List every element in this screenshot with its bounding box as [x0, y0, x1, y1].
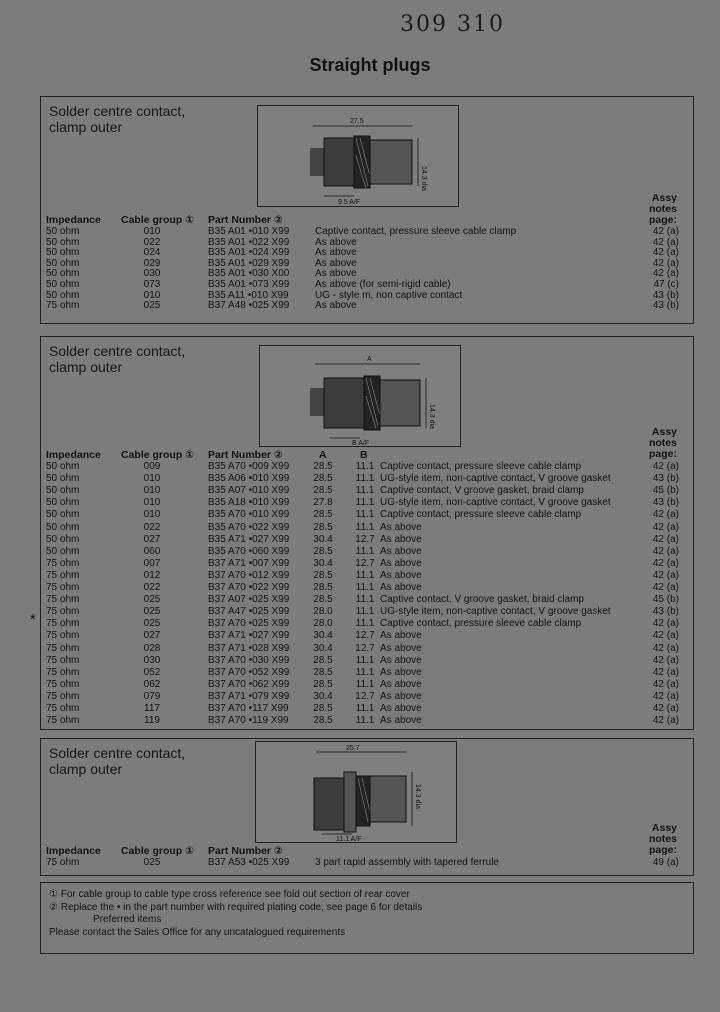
description-cell: As above — [315, 257, 357, 269]
impedance-cell: 75 ohm — [46, 618, 80, 630]
footnote-2: ② Replace the • in the part number with required plating code, see page 6 for details — [49, 902, 423, 913]
a-cell: 28.5 — [313, 509, 333, 521]
impedance-cell: 50 ohm — [46, 533, 80, 545]
dim-af-2: B A/F — [352, 440, 370, 446]
impedance-cell: 50 ohm — [46, 485, 80, 497]
a-cell: 28.5 — [313, 678, 333, 690]
a-cell: 28.5 — [313, 715, 333, 727]
assy-page-cell: 42 (a) — [652, 618, 679, 630]
cable-group-header-1: Cable group ① — [121, 214, 195, 226]
description-cell: UG-style item, non-captive contact, V groove gasket — [380, 606, 611, 618]
cable-group-cell: 025 — [143, 618, 161, 630]
cable-group-cell: 030 — [143, 268, 161, 280]
cable-group-cell: 025 — [143, 300, 161, 312]
part-number-cell: B35 A70 •022 X99 — [208, 521, 290, 533]
description-cell: As above — [380, 678, 422, 690]
cable-group-cell: 022 — [143, 582, 161, 593]
part-number-cell: B35 A70 •009 X99 — [208, 461, 290, 472]
cable-group-cell: 010 — [143, 473, 161, 485]
a-cell: 30.4 — [313, 690, 333, 702]
cable-group-header-2: Cable group ① — [121, 449, 195, 461]
impedance-cell: 75 ohm — [46, 582, 80, 593]
b-cell: 11.1 — [355, 485, 375, 497]
a-cell: 28.5 — [313, 703, 333, 714]
dim-af-1: 9.5 A/F — [338, 199, 361, 206]
cable-group-cell: 029 — [143, 257, 161, 269]
hand-marker: * — [30, 611, 36, 628]
assy-page-cell: 42 (a) — [652, 582, 679, 593]
part-number-cell: B35 A06 •010 X99 — [208, 473, 290, 485]
table-row — [41, 643, 693, 654]
cable-group-cell: 028 — [143, 642, 161, 654]
assy-page-cell: 42 (a) — [652, 509, 679, 521]
description-cell: 3 part rapid assembly with tapered ferrule — [315, 857, 499, 868]
assy-page-cell: 42 (a) — [652, 268, 679, 280]
assy-page-cell: 42 (a) — [652, 545, 679, 557]
footnote-preferred: Preferred items — [93, 914, 162, 925]
dim-length-1: 27.5 — [350, 118, 364, 125]
impedance-cell: 75 ohm — [46, 715, 80, 727]
table-row — [41, 857, 693, 868]
part-number-header-1: Part Number ② — [208, 214, 283, 226]
description-cell: As above (for semi-rigid cable) — [315, 279, 451, 290]
assy-page-cell: 43 (b) — [652, 497, 679, 509]
cable-group-cell: 010 — [143, 497, 161, 509]
cable-group-cell: 022 — [143, 521, 161, 533]
table-row — [41, 679, 693, 690]
table-row — [41, 703, 693, 714]
assy-page-cell: 42 (a) — [652, 569, 679, 581]
description-cell: As above — [380, 630, 422, 642]
dim-af-3: 11.1 A/F — [336, 836, 362, 842]
cable-group-cell: 025 — [143, 606, 161, 618]
impedance-header-3: Impedance — [46, 845, 101, 857]
description-cell: UG-style item, non-captive contact, V groove gasket — [380, 473, 611, 485]
plug-drawing-2 — [259, 345, 461, 447]
impedance-cell: 75 ohm — [46, 654, 80, 666]
impedance-cell: 50 ohm — [46, 509, 80, 521]
description-cell: As above — [380, 533, 422, 545]
b-cell: 11.1 — [355, 678, 375, 690]
a-cell: 28.5 — [313, 473, 333, 485]
assy-page-cell: 43 (b) — [652, 473, 679, 485]
cable-group-cell: 073 — [143, 279, 161, 290]
table-row — [41, 226, 693, 237]
description-cell: As above — [315, 247, 357, 259]
dim-length-2: A — [367, 356, 372, 363]
impedance-cell: 75 ohm — [46, 569, 80, 581]
section-2 — [40, 336, 694, 730]
b-cell: 11.1 — [355, 497, 375, 509]
b-cell: 11.1 — [355, 569, 375, 581]
impedance-cell: 50 ohm — [46, 268, 80, 280]
part-number-cell: B35 A70 •060 X99 — [208, 545, 290, 557]
part-number-cell: B35 A11 •010 X99 — [208, 289, 289, 301]
cable-group-cell: 012 — [143, 569, 161, 581]
b-cell: 11.1 — [355, 473, 375, 485]
footnote-contact: Please contact the Sales Office for any uncatalogued requirements — [49, 927, 346, 938]
assy-page-cell: 42 (a) — [652, 654, 679, 666]
table-row — [41, 667, 693, 678]
impedance-cell: 75 ohm — [46, 690, 80, 702]
cable-group-cell: 010 — [143, 509, 161, 521]
table-row — [41, 715, 693, 726]
table-row — [41, 534, 693, 545]
part-number-cell: B37 A70 •012 X99 — [208, 569, 290, 581]
description-cell: Captive contact, V groove gasket, braid clamp — [380, 594, 584, 606]
b-cell: 11.1 — [355, 703, 375, 714]
part-number-cell: B35 A01 •022 X99 — [208, 236, 290, 248]
a-cell: 30.4 — [313, 642, 333, 654]
table-row — [41, 258, 693, 269]
cable-group-cell: 079 — [143, 690, 161, 702]
assy-header-3: Assy notes page: — [648, 822, 677, 856]
assy-page-cell: 43 (b) — [652, 606, 679, 618]
table-row — [41, 594, 693, 605]
cable-group-cell: 025 — [143, 857, 161, 868]
assy-page-cell: 42 (a) — [652, 257, 679, 269]
handwritten-page-numbers: 309 310 — [400, 12, 505, 37]
a-cell: 28.5 — [313, 521, 333, 533]
description-cell: As above — [380, 715, 422, 727]
table-row — [41, 655, 693, 666]
a-cell: 30.4 — [313, 630, 333, 642]
cable-group-cell: 022 — [143, 236, 161, 248]
assy-page-cell: 42 (a) — [652, 666, 679, 678]
part-number-cell: B35 A07 •010 X99 — [208, 485, 290, 497]
impedance-cell: 75 ohm — [46, 857, 80, 868]
table-row — [41, 606, 693, 617]
table-row — [41, 570, 693, 581]
impedance-cell: 50 ohm — [46, 473, 80, 485]
description-cell: As above — [380, 654, 422, 666]
cable-group-cell: 024 — [143, 247, 161, 259]
a-cell: 28.5 — [313, 485, 333, 497]
section-1-title: Solder centre contact, clamp outer — [49, 103, 186, 135]
table-row — [41, 546, 693, 557]
assy-page-cell: 49 (a) — [652, 857, 679, 868]
a-cell: 27.8 — [313, 497, 333, 509]
assy-page-cell: 42 (a) — [652, 533, 679, 545]
cable-group-cell: 060 — [143, 545, 161, 557]
footnote-1: ① For cable group to cable type cross reference see fold out section of rear cover — [49, 889, 410, 900]
table-row — [41, 630, 693, 641]
a-cell: 28.0 — [313, 606, 333, 618]
part-number-cell: B37 A70 •062 X99 — [208, 678, 290, 690]
a-cell: 28.5 — [313, 594, 333, 606]
description-cell: Captive contact, V groove gasket, braid clamp — [380, 485, 584, 497]
part-number-cell: B35 A01 •010 X99 — [208, 226, 290, 237]
part-number-cell: B37 A48 •025 X99 — [208, 300, 290, 312]
a-cell: 28.5 — [313, 545, 333, 557]
assy-page-cell: 42 (a) — [652, 557, 679, 569]
b-cell: 12.7 — [355, 630, 375, 642]
assy-page-cell: 42 (a) — [652, 521, 679, 533]
assy-page-cell: 42 (a) — [652, 690, 679, 702]
plug-drawing-3-svg — [256, 742, 456, 842]
impedance-cell: 50 ohm — [46, 497, 80, 509]
b-cell: 12.7 — [355, 533, 375, 545]
dim-length-3: 25.7 — [346, 745, 360, 752]
b-cell: 11.1 — [355, 715, 375, 727]
impedance-cell: 50 ohm — [46, 279, 80, 290]
assy-page-cell: 42 (a) — [652, 247, 679, 259]
description-cell: As above — [380, 690, 422, 702]
part-number-cell: B35 A01 •030 X00 — [208, 268, 290, 280]
assy-page-cell: 42 (a) — [652, 678, 679, 690]
dim-dia-1: 14.3 dia — [420, 166, 427, 191]
part-number-cell: B37 A53 •025 X99 — [208, 857, 290, 868]
a-header: A — [319, 449, 327, 461]
b-cell: 11.1 — [355, 582, 375, 593]
part-number-cell: B35 A01 •024 X99 — [208, 247, 290, 259]
cable-group-cell: 052 — [143, 666, 161, 678]
assy-page-cell: 42 (a) — [652, 715, 679, 727]
cable-group-cell: 010 — [143, 485, 161, 497]
cable-group-cell: 010 — [143, 289, 161, 301]
b-cell: 11.1 — [355, 509, 375, 521]
part-number-cell: B37 A07 •025 X99 — [208, 594, 290, 606]
b-cell: 11.1 — [355, 594, 375, 606]
impedance-cell: 75 ohm — [46, 678, 80, 690]
impedance-cell: 50 ohm — [46, 236, 80, 248]
impedance-cell: 50 ohm — [46, 289, 80, 301]
assy-header-1: Assy notes page: — [648, 192, 677, 226]
part-number-cell: B35 A01 •073 X99 — [208, 279, 290, 290]
cable-group-cell: 117 — [144, 703, 160, 714]
impedance-cell: 75 ohm — [46, 703, 80, 714]
description-cell: As above — [315, 236, 357, 248]
table-row — [41, 582, 693, 593]
impedance-cell: 75 ohm — [46, 557, 80, 569]
impedance-cell: 50 ohm — [46, 461, 80, 472]
table-row — [41, 290, 693, 301]
cable-group-cell: 062 — [143, 678, 161, 690]
table-row — [41, 509, 693, 520]
cable-group-cell: 007 — [143, 557, 161, 569]
part-number-cell: B37 A71 •079 X99 — [208, 690, 290, 702]
footnotes — [40, 882, 694, 954]
a-cell: 28.5 — [313, 654, 333, 666]
dim-dia-2: 14.3 dia — [428, 404, 435, 429]
part-number-cell: B37 A70 •119 X99 — [208, 715, 289, 727]
section-1 — [40, 96, 694, 324]
impedance-cell: 50 ohm — [46, 545, 80, 557]
table-row — [41, 691, 693, 702]
assy-page-cell: 45 (b) — [652, 594, 679, 606]
table-row — [41, 522, 693, 533]
part-number-cell: B37 A70 •030 X99 — [208, 654, 290, 666]
impedance-cell: 50 ohm — [46, 226, 80, 237]
description-cell: As above — [380, 666, 422, 678]
description-cell: As above — [380, 703, 422, 714]
cable-group-cell: 030 — [143, 654, 161, 666]
part-number-cell: B35 A18 •010 X99 — [208, 497, 290, 509]
b-cell: 11.1 — [355, 666, 375, 678]
b-header: B — [360, 449, 368, 461]
assy-page-cell: 42 (a) — [652, 642, 679, 654]
cable-group-header-3: Cable group ① — [121, 845, 195, 857]
part-number-cell: B35 A70 •010 X99 — [208, 509, 290, 521]
a-cell: 28.5 — [313, 461, 333, 472]
section-3 — [40, 738, 694, 876]
impedance-cell: 75 ohm — [46, 666, 80, 678]
impedance-header-2: Impedance — [46, 449, 101, 461]
description-cell: As above — [380, 545, 422, 557]
a-cell: 28.5 — [313, 582, 333, 593]
a-cell: 28.0 — [313, 618, 333, 630]
table-row — [41, 497, 693, 508]
b-cell: 11.1 — [355, 545, 375, 557]
part-number-cell: B37 A47 •025 X99 — [208, 606, 290, 618]
assy-page-cell: 42 (a) — [652, 630, 679, 642]
a-cell: 30.4 — [313, 557, 333, 569]
table-row — [41, 485, 693, 496]
b-cell: 11.1 — [355, 654, 375, 666]
description-cell: As above — [380, 642, 422, 654]
plug-drawing-1 — [257, 105, 459, 207]
part-number-cell: B37 A71 •027 X99 — [208, 630, 290, 642]
impedance-cell: 75 ohm — [46, 642, 80, 654]
cable-group-cell: 025 — [143, 594, 161, 606]
part-number-cell: B37 A70 •052 X99 — [208, 666, 290, 678]
page-title: Straight plugs — [309, 55, 431, 75]
part-number-cell: B37 A71 •028 X99 — [208, 642, 290, 654]
plug-drawing-3 — [255, 741, 457, 843]
table-row — [41, 558, 693, 569]
part-number-header-3: Part Number ② — [208, 845, 283, 857]
section-3-title: Solder centre contact, clamp outer — [49, 745, 186, 777]
dim-dia-3: 14.3 dia — [414, 784, 421, 809]
impedance-cell: 50 ohm — [46, 257, 80, 269]
table-row — [41, 268, 693, 279]
assy-page-cell: 43 (b) — [652, 289, 679, 301]
a-cell: 28.5 — [313, 666, 333, 678]
cable-group-cell: 119 — [144, 715, 160, 727]
assy-page-cell: 45 (b) — [652, 485, 679, 497]
impedance-cell: 50 ohm — [46, 247, 80, 259]
table-row — [41, 247, 693, 258]
plug-drawing-2-svg — [260, 346, 460, 446]
b-cell: 11.1 — [355, 521, 375, 533]
impedance-cell: 75 ohm — [46, 594, 80, 606]
description-cell: Captive contact, pressure sleeve cable clamp — [380, 618, 582, 630]
part-number-cell: B35 A71 •027 X99 — [208, 533, 290, 545]
description-cell: As above — [380, 569, 422, 581]
b-cell: 11.1 — [355, 461, 375, 472]
a-cell: 30.4 — [313, 533, 333, 545]
description-cell: UG - style m, non captive contact — [315, 289, 463, 301]
description-cell: As above — [380, 582, 422, 593]
table-row — [41, 618, 693, 629]
assy-page-cell: 42 (a) — [652, 703, 679, 714]
impedance-cell: 50 ohm — [46, 521, 80, 533]
b-cell: 12.7 — [355, 690, 375, 702]
b-cell: 11.1 — [355, 606, 375, 618]
description-cell: Captive contact, pressure sleeve cable clamp — [380, 461, 582, 472]
part-number-header-2: Part Number ② — [208, 449, 283, 461]
part-number-cell: B37 A70 •117 X99 — [208, 703, 289, 714]
part-number-cell: B37 A71 •007 X99 — [208, 557, 290, 569]
table-row — [41, 473, 693, 484]
section-2-title: Solder centre contact, clamp outer — [49, 343, 186, 375]
description-cell: As above — [315, 268, 357, 280]
a-cell: 28.5 — [313, 569, 333, 581]
description-cell: As above — [380, 521, 422, 533]
cable-group-cell: 010 — [143, 226, 161, 237]
b-cell: 12.7 — [355, 642, 375, 654]
part-number-cell: B37 A70 •025 X99 — [208, 618, 290, 630]
assy-page-cell: 42 (a) — [652, 236, 679, 248]
b-cell: 11.1 — [355, 618, 375, 630]
cable-group-cell: 009 — [143, 461, 161, 472]
description-cell: As above — [315, 300, 357, 312]
impedance-cell: 75 ohm — [46, 606, 80, 618]
description-cell: As above — [380, 557, 422, 569]
assy-page-cell: 42 (a) — [652, 226, 679, 237]
description-cell: Captive contact, pressure sleeve cable clamp — [315, 226, 517, 237]
part-number-cell: B35 A01 •029 X99 — [208, 257, 290, 269]
table-row — [41, 279, 693, 290]
assy-page-cell: 47 (c) — [653, 279, 679, 290]
plug-drawing-1-svg — [258, 106, 458, 206]
table-row — [41, 461, 693, 472]
description-cell: Captive contact, pressure sleeve cable clamp — [380, 509, 582, 521]
assy-page-cell: 42 (a) — [652, 461, 679, 472]
description-cell: UG-style item, non-captive contact, V groove gasket — [380, 497, 611, 509]
impedance-cell: 75 ohm — [46, 630, 80, 642]
assy-header-2: Assy notes page: — [648, 426, 677, 460]
cable-group-cell: 027 — [143, 533, 161, 545]
b-cell: 12.7 — [355, 557, 375, 569]
assy-page-cell: 43 (b) — [652, 300, 679, 312]
table-row — [41, 237, 693, 248]
part-number-cell: B37 A70 •022 X99 — [208, 582, 290, 593]
impedance-header-1: Impedance — [46, 214, 101, 226]
table-row — [41, 300, 693, 311]
impedance-cell: 75 ohm — [46, 300, 80, 312]
cable-group-cell: 027 — [143, 630, 161, 642]
